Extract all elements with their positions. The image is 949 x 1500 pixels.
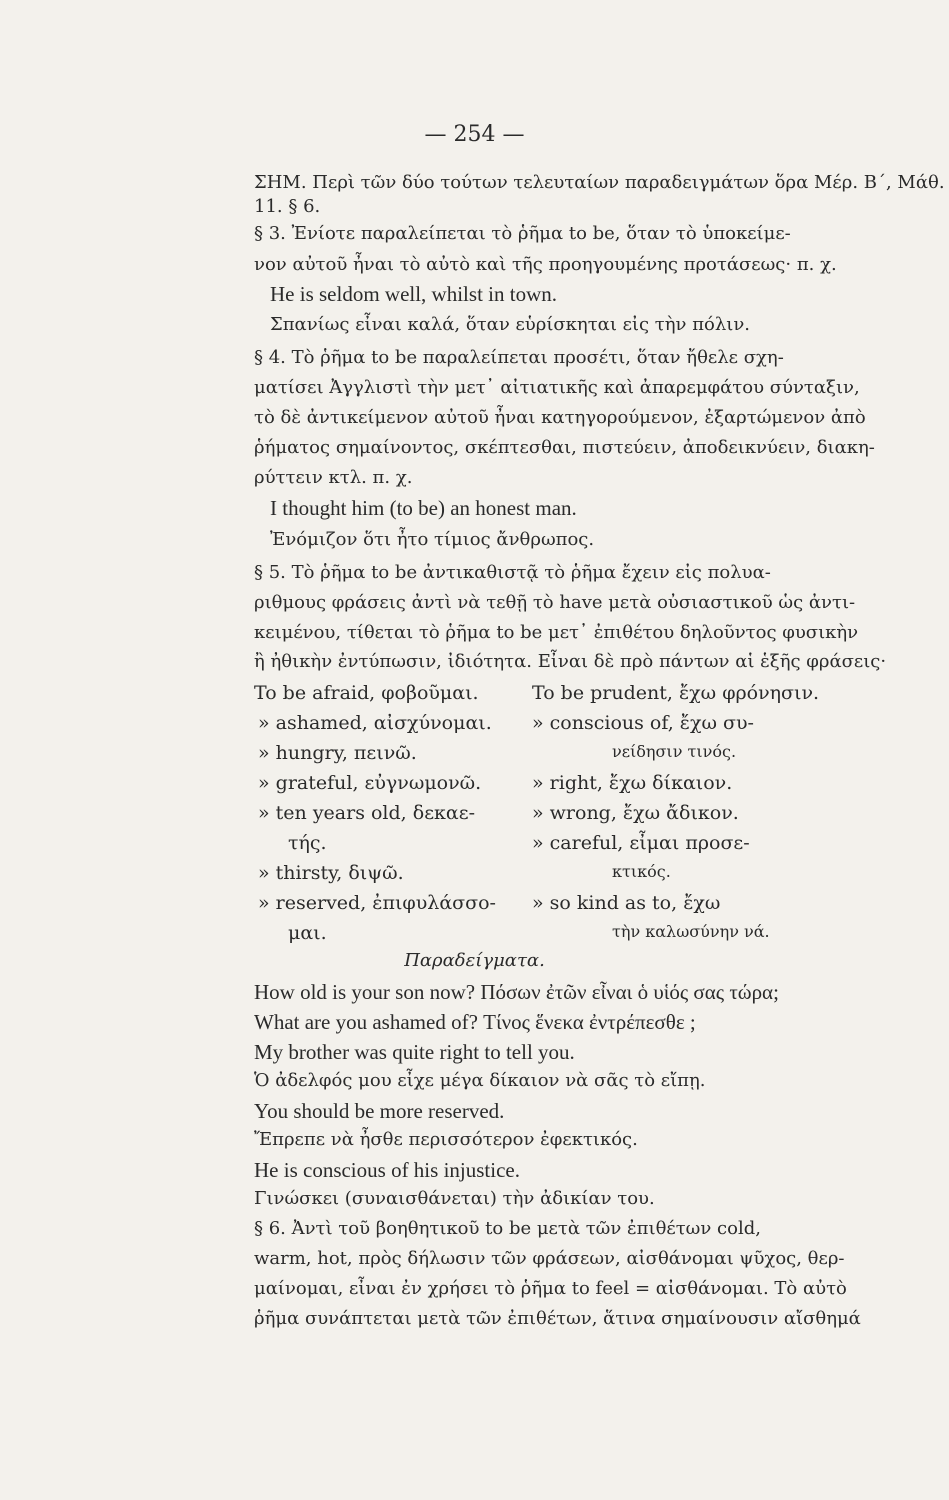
phrase-right: To be prudent, ἔχω φρόνησιν. bbox=[532, 682, 820, 704]
example-line: My brother was quite right to tell you. bbox=[254, 1040, 575, 1064]
example-line: How old is your son now? Πόσων ἐτῶν εἶναι ὁ υἱός σας τώρα; bbox=[254, 980, 779, 1004]
phrase-left: » thirsty, διψῶ. bbox=[258, 862, 404, 884]
phrase-left: » ashamed, αἰσχύνομαι. bbox=[258, 712, 492, 734]
example-line: You should be more reserved. bbox=[254, 1099, 505, 1123]
example-line: Γινώσκει (συναισθάνεται) τὴν ἀδικίαν του. bbox=[254, 1188, 655, 1209]
body-line: ῥήματος σημαίνοντος, σκέπτεσθαι, πιστεύειν, ἀποδεικνύειν, διακη- bbox=[254, 437, 875, 458]
example-line: Ἔπρεπε νὰ ἦσθε περισσότερον ἐφεκτικός. bbox=[254, 1129, 638, 1150]
english-example: He is seldom well, whilst in town. bbox=[270, 282, 557, 306]
body-line: warm, hot, πρὸς δήλωσιν τῶν φράσεων, αἰσθάνομαι ψῦχος, θερ- bbox=[254, 1248, 845, 1269]
example-line: Ὁ ἀδελφός μου εἶχε μέγα δίκαιον νὰ σᾶς τὸ εἴπῃ. bbox=[254, 1070, 706, 1091]
phrase-left: » ten years old, δεκαε- bbox=[258, 802, 476, 824]
example-line: What are you ashamed of? Τίνος ἕνεκα ἐντρέπεσθε ; bbox=[254, 1010, 696, 1034]
phrase-left: » hungry, πεινῶ. bbox=[258, 742, 417, 764]
section-3-line: § 3. Ἐνίοτε παραλείπεται τὸ ῥῆμα to be, ὅταν τὸ ὑποκείμε- bbox=[254, 223, 791, 244]
phrase-left: To be afraid, φοβοῦμαι. bbox=[254, 682, 479, 704]
phrase-left: » reserved, ἐπιφυλάσσο- bbox=[258, 892, 496, 914]
body-line: κειμένου, τίθεται τὸ ῥῆμα to be μετ᾽ ἐπιθέτου δηλοῦντος φυσικὴν bbox=[254, 622, 859, 643]
note-line: 11. § 6. bbox=[254, 196, 321, 217]
greek-translation: Ἐνόμιζον ὅτι ἦτο τίμιος ἄνθρωπος. bbox=[270, 529, 595, 550]
body-line: ριθμους φράσεις ἀντὶ νὰ τεθῇ τὸ have μετὰ οὐσιαστικοῦ ὡς ἀντι- bbox=[254, 592, 856, 613]
greek-translation: Σπανίως εἶναι καλά, ὅταν εὑρίσκηται εἰς τὴν πόλιν. bbox=[270, 314, 750, 335]
note-line: ΣΗΜ. Περὶ τῶν δύο τούτων τελευταίων παραδειγμάτων ὅρα Μέρ. Β΄, Μάθ. bbox=[254, 172, 945, 193]
example-line: He is conscious of his injustice. bbox=[254, 1158, 520, 1182]
phrase-right: » right, ἔχω δίκαιον. bbox=[532, 772, 733, 794]
body-line: νον αὐτοῦ ἦναι τὸ αὐτὸ καὶ τῆς προηγουμένης προτάσεως· π. χ. bbox=[254, 254, 837, 275]
phrase-right: » wrong, ἔχω ἄδικον. bbox=[532, 802, 739, 824]
phrase-left: » grateful, εὐγνωμονῶ. bbox=[258, 772, 482, 794]
english-example: I thought him (to be) an honest man. bbox=[270, 496, 577, 520]
body-line: τὸ δὲ ἀντικείμενον αὐτοῦ ἦναι κατηγορούμενον, ἐξαρτώμενον ἀπὸ bbox=[254, 407, 866, 428]
examples-heading: Παραδείγματα. bbox=[404, 950, 545, 971]
body-line: μαίνομαι, εἶναι ἐν χρήσει τὸ ῥῆμα to feel = αἰσθάνομαι. Τὸ αὐτὸ bbox=[254, 1278, 847, 1299]
body-line: ματίσει Ἀγγλιστὶ τὴν μετ᾽ αἰτιατικῆς καὶ ἀπαρεμφάτου σύνταξιν, bbox=[254, 377, 860, 398]
body-line: ῥῆμα συνάπτεται μετὰ τῶν ἐπιθέτων, ἅτινα σημαίνουσιν αἴσθημά bbox=[254, 1308, 861, 1329]
phrase-right: » so kind as to, ἔχω bbox=[532, 892, 721, 914]
section-5-line: § 5. Τὸ ῥῆμα to be ἀντικαθιστᾷ τὸ ῥῆμα ἔχειν εἰς πολυα- bbox=[254, 562, 771, 583]
phrase-right: » conscious of, ἔχω συ- bbox=[532, 712, 754, 734]
body-line: ἢ ἠθικὴν ἐντύπωσιν, ἰδιότητα. Εἶναι δὲ πρὸ πάντων αἱ ἑξῆς φράσεις· bbox=[254, 651, 887, 672]
section-6-line: § 6. Ἀντὶ τοῦ βοηθητικοῦ to be μετὰ τῶν ἐπιθέτων cold, bbox=[254, 1218, 761, 1239]
section-4-line: § 4. Τὸ ῥῆμα to be παραλείπεται προσέτι, ὅταν ἤθελε σχη- bbox=[254, 347, 784, 368]
phrase-left: μαι. bbox=[288, 922, 327, 944]
page-number: — 254 — bbox=[424, 122, 525, 147]
phrase-right: τὴν καλωσύνην νά. bbox=[612, 922, 770, 941]
phrase-right: νείδησιν τινός. bbox=[612, 742, 737, 761]
phrase-right: κτικός. bbox=[612, 862, 671, 881]
body-line: ρύττειν κτλ. π. χ. bbox=[254, 467, 413, 488]
phrase-right: » careful, εἶμαι προσε- bbox=[532, 832, 750, 854]
phrase-left: τής. bbox=[288, 832, 327, 854]
